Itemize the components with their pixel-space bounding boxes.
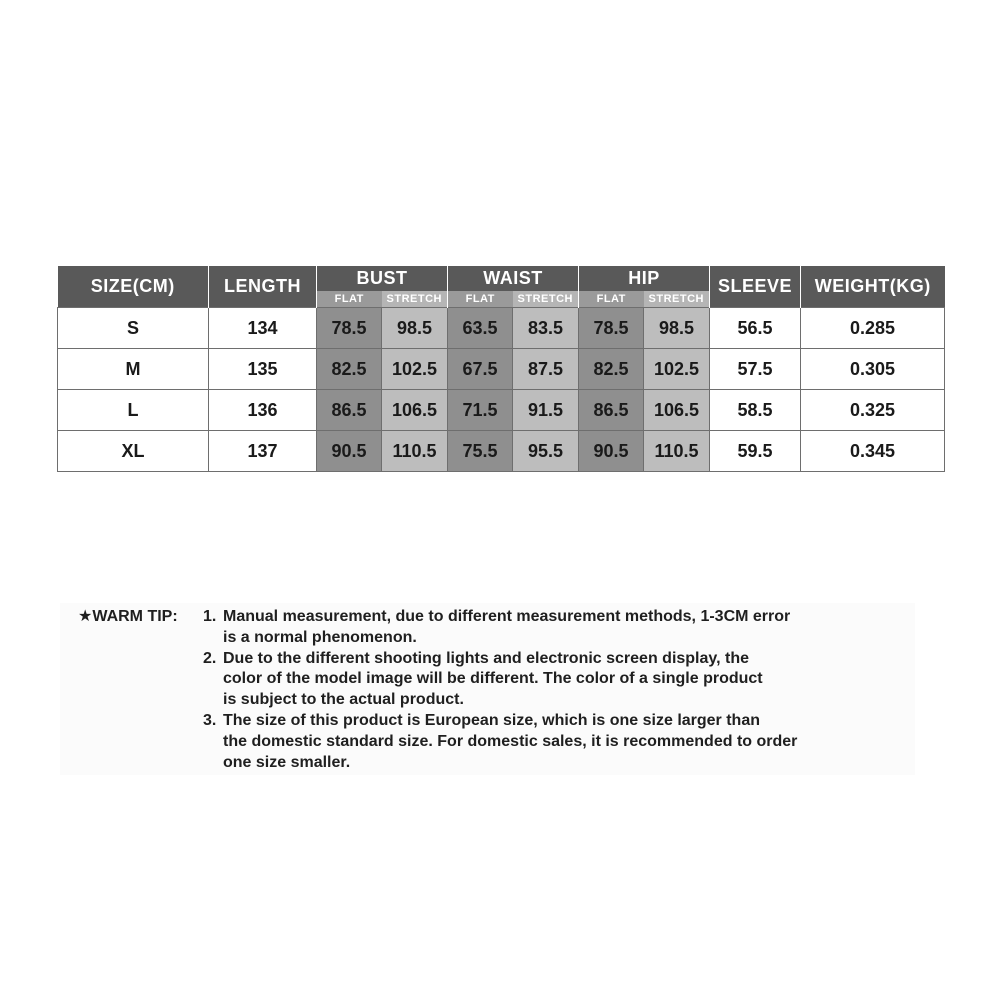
cell-hip-flat: 78.5 (579, 308, 644, 349)
warm-tip-line: color of the model image will be different. The color of a single product (223, 670, 763, 688)
cell-waist-flat: 67.5 (448, 349, 513, 390)
subheader-waist-stretch: STRETCH (513, 291, 579, 308)
subheader-hip-stretch: STRETCH (644, 291, 710, 308)
cell-hip-flat: 82.5 (579, 349, 644, 390)
warm-tip-text (223, 649, 763, 711)
subheader-bust-stretch: STRETCH (382, 291, 448, 308)
cell-weight: 0.325 (801, 390, 945, 431)
cell-sleeve: 56.5 (710, 308, 801, 349)
warm-tip-line: Manual measurement, due to different measurement methods, 1-3CM error (223, 608, 791, 625)
cell-bust-flat: 86.5 (317, 390, 382, 431)
cell-waist-flat: 75.5 (448, 431, 513, 472)
cell-size: XL (58, 431, 209, 472)
warm-tip-line: Due to the different shooting lights and electronic screen display, the (223, 649, 749, 667)
table-row (58, 349, 945, 390)
warm-tip-label: ★WARM TIP: (78, 608, 178, 625)
cell-weight: 0.285 (801, 308, 945, 349)
cell-sleeve: 58.5 (710, 390, 801, 431)
warm-tip-number: 2. (203, 649, 217, 667)
cell-hip-stretch: 102.5 (644, 349, 710, 390)
cell-waist-stretch: 95.5 (513, 431, 579, 472)
header-sleeve: SLEEVE (710, 266, 801, 308)
cell-waist-stretch: 87.5 (513, 349, 579, 390)
cell-hip-stretch: 106.5 (644, 390, 710, 431)
cell-bust-stretch: 98.5 (382, 308, 448, 349)
cell-bust-flat: 90.5 (317, 431, 382, 472)
warm-tip-text (223, 711, 797, 773)
cell-weight: 0.345 (801, 431, 945, 472)
warm-tip-line: one size smaller. (223, 753, 351, 771)
table-header (58, 266, 945, 308)
cell-bust-flat: 82.5 (317, 349, 382, 390)
cell-sleeve: 59.5 (710, 431, 801, 472)
subheader-bust-flat: FLAT (317, 291, 382, 308)
warm-tip-number: 1. (203, 608, 217, 625)
cell-size: M (58, 349, 209, 390)
warm-tip-section (60, 603, 915, 775)
table-row (58, 308, 945, 349)
cell-waist-stretch: 83.5 (513, 308, 579, 349)
table-row (58, 390, 945, 431)
warm-tip-text (223, 607, 790, 649)
cell-waist-stretch: 91.5 (513, 390, 579, 431)
header-size: SIZE(CM) (58, 266, 209, 308)
cell-length: 134 (209, 308, 317, 349)
cell-size: S (58, 308, 209, 349)
cell-hip-stretch: 98.5 (644, 308, 710, 349)
cell-sleeve: 57.5 (710, 349, 801, 390)
cell-bust-stretch: 110.5 (382, 431, 448, 472)
warm-tip-item (203, 711, 797, 773)
cell-size: L (58, 390, 209, 431)
header-length: LENGTH (209, 266, 317, 308)
cell-waist-flat: 63.5 (448, 308, 513, 349)
cell-length: 137 (209, 431, 317, 472)
header-hip: HIP (579, 266, 710, 291)
cell-hip-flat: 86.5 (579, 390, 644, 431)
warm-tip-list (203, 607, 797, 773)
cell-bust-stretch: 102.5 (382, 349, 448, 390)
cell-hip-stretch: 110.5 (644, 431, 710, 472)
cell-length: 135 (209, 349, 317, 390)
cell-weight: 0.305 (801, 349, 945, 390)
table-body (58, 308, 945, 472)
subheader-waist-flat: FLAT (448, 291, 513, 308)
cell-bust-flat: 78.5 (317, 308, 382, 349)
warm-tip-number: 3. (203, 711, 217, 729)
warm-tip-line: The size of this product is European size, which is one size larger than (223, 711, 760, 729)
subheader-hip-flat: FLAT (579, 291, 644, 308)
cell-waist-flat: 71.5 (448, 390, 513, 431)
warm-tip-item (203, 607, 797, 649)
cell-bust-stretch: 106.5 (382, 390, 448, 431)
header-waist: WAIST (448, 266, 579, 291)
warm-tip-line: is a normal phenomenon. (223, 628, 417, 646)
warm-tip-line: the domestic standard size. For domestic sales, it is recommended to order (223, 732, 798, 750)
warm-tip-item (203, 649, 797, 711)
header-row-main (58, 266, 945, 291)
cell-hip-flat: 90.5 (579, 431, 644, 472)
table-row (58, 431, 945, 472)
size-chart-table (57, 266, 945, 472)
header-weight: WEIGHT(KG) (801, 266, 945, 308)
header-bust: BUST (317, 266, 448, 291)
warm-tip-line: is subject to the actual product. (223, 691, 464, 709)
cell-length: 136 (209, 390, 317, 431)
